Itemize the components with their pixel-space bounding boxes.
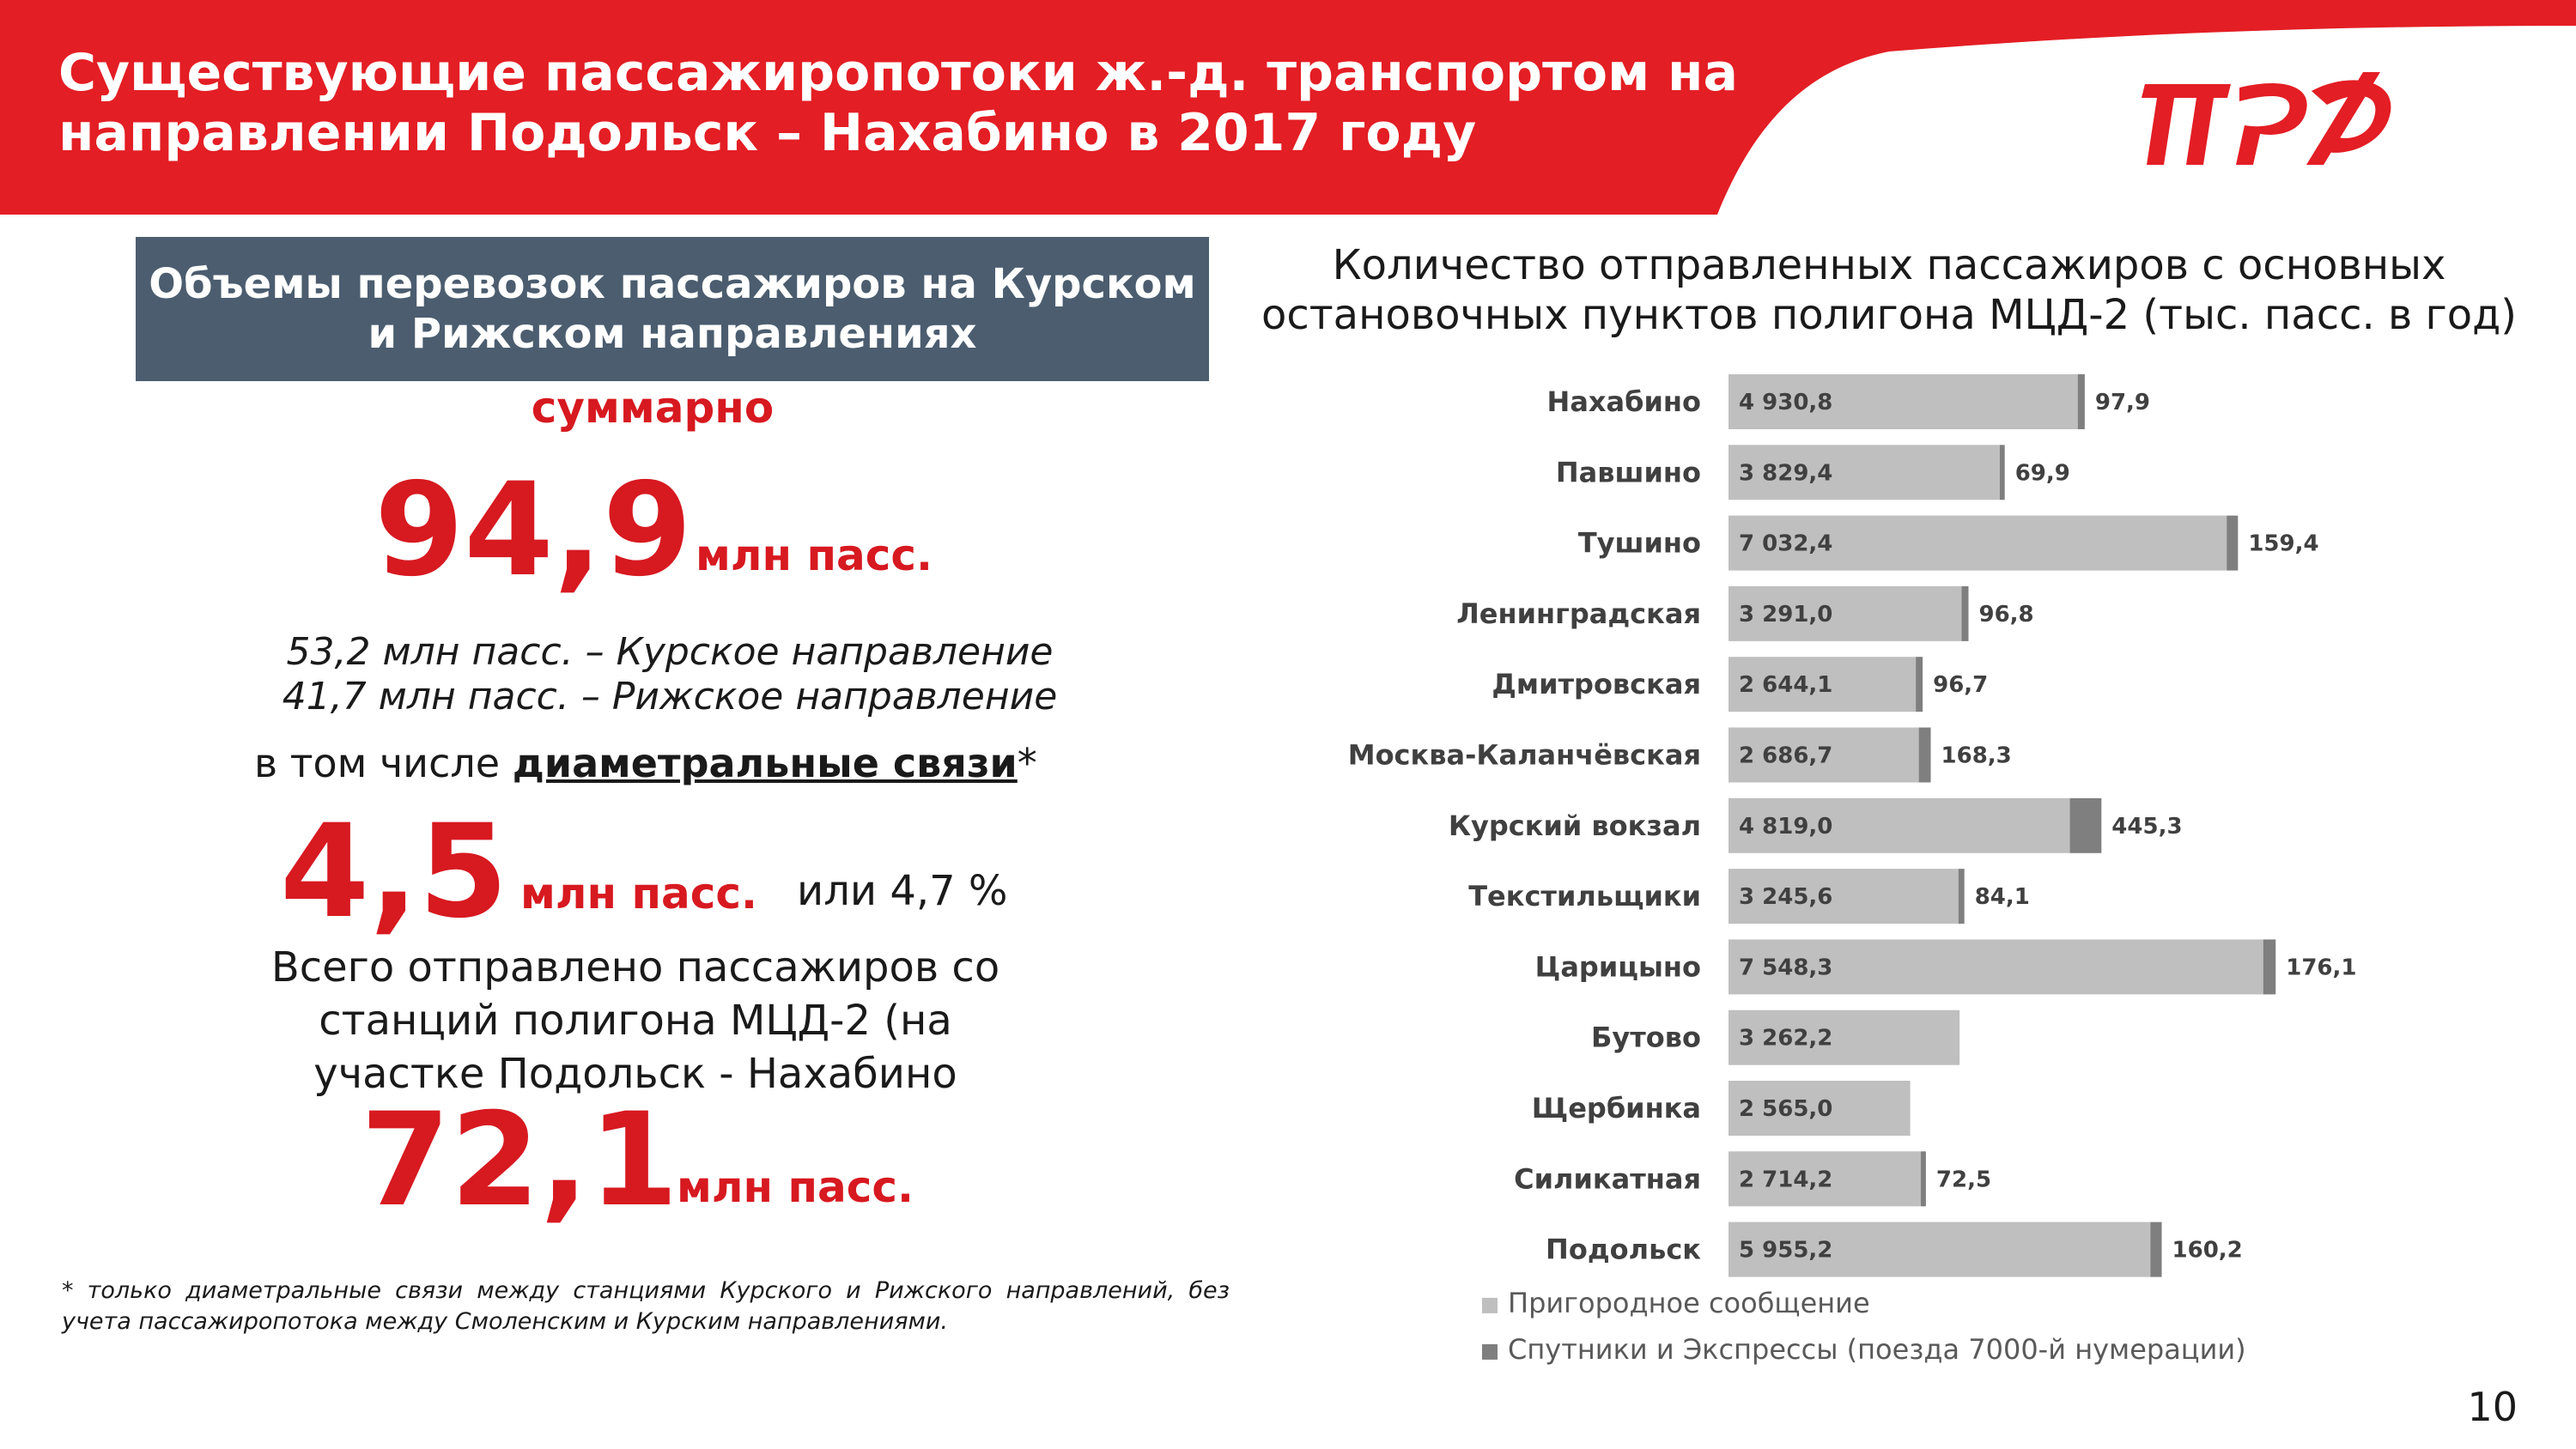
bar-express bbox=[2070, 798, 2102, 853]
bar-label-express: 97,9 bbox=[2094, 390, 2151, 415]
category-label: Ленинградская bbox=[1456, 597, 1701, 630]
bar-label-express: 96,8 bbox=[1978, 601, 2034, 627]
bar-label-suburban: 7 032,4 bbox=[1739, 530, 1833, 557]
category-label: Силикатная bbox=[1514, 1162, 1701, 1196]
volumes-box bbox=[136, 237, 1209, 381]
bar-express bbox=[1921, 1151, 1926, 1206]
footnote: * только диаметральные связи между станциями Курского и Рижского направлений, без учета пассажиропотока между Смоленским и Курским направлениями. bbox=[62, 1277, 1230, 1335]
page-title: Существующие пассажиропотоки ж.-д. транспортом на направлении Подольск – Нахабино в 2017 году bbox=[58, 43, 1738, 163]
bar-label-suburban: 3 829,4 bbox=[1739, 460, 1833, 487]
category-label: Павшино bbox=[1555, 456, 1701, 489]
bar-label-suburban: 2 644,1 bbox=[1739, 672, 1833, 699]
bar-label-express: 160,2 bbox=[2172, 1237, 2243, 1264]
including-prefix: в том числе bbox=[254, 740, 513, 786]
diametral-value: 4,5 bbox=[280, 797, 508, 947]
sent-passengers-text: Всего отправлено пассажиров со станций полигона МЦД-2 (на участке Подольск - Нахабино bbox=[270, 943, 1000, 1098]
category-label: Бутово bbox=[1590, 1021, 1701, 1054]
rzd-logo-icon bbox=[2138, 57, 2404, 177]
logo-text: РЖД bbox=[2138, 175, 2141, 176]
category-label: Курский вокзал bbox=[1448, 809, 1701, 842]
bar-label-express: 72,5 bbox=[1935, 1167, 1992, 1193]
bar-label-suburban: 4 930,8 bbox=[1739, 390, 1833, 415]
category-label: Царицыно bbox=[1534, 950, 1701, 984]
diametral-links-text: диаметральные связи bbox=[512, 740, 1018, 786]
diametral-share: или 4,7 % bbox=[797, 867, 1008, 915]
bar-express bbox=[2078, 374, 2085, 429]
category-label: Москва-Каланчёвская bbox=[1347, 738, 1701, 772]
category-label: Дмитровская bbox=[1492, 668, 1701, 701]
bar-label-suburban: 2 714,2 bbox=[1739, 1167, 1833, 1193]
including-asterisk: * bbox=[1017, 740, 1037, 786]
category-label: Подольск bbox=[1546, 1233, 1701, 1266]
bar-label-suburban: 7 548,3 bbox=[1739, 955, 1833, 981]
bar-label-suburban: 2 565,0 bbox=[1739, 1096, 1833, 1122]
volumes-box-title: Объемы перевозок пассажиров на Курском и Рижском направлениях bbox=[149, 260, 1196, 358]
bar-label-express: 84,1 bbox=[1974, 884, 2030, 911]
bar-label-suburban: 5 955,2 bbox=[1739, 1237, 1833, 1264]
category-label: Текстильщики bbox=[1468, 880, 1701, 913]
bar-express bbox=[1959, 869, 1965, 924]
bar-label-express: 176,1 bbox=[2286, 955, 2357, 981]
bar-express bbox=[1916, 657, 1923, 712]
sent-value: 72,1 bbox=[361, 1086, 679, 1235]
category-label: Тушино bbox=[1577, 526, 1701, 560]
bar-label-suburban: 3 291,0 bbox=[1739, 601, 1833, 627]
bar-express bbox=[2150, 1222, 2161, 1277]
bar-label-suburban: 3 245,6 bbox=[1739, 884, 1833, 911]
legend-label-suburban: Пригородное сообщение bbox=[1508, 1286, 1870, 1319]
bar-label-express: 445,3 bbox=[2111, 813, 2183, 840]
legend-label-express: Спутники и Экспрессы (поезда 7000-й нумерации) bbox=[1508, 1332, 2246, 1366]
bar-express bbox=[1919, 728, 1931, 783]
bar-label-suburban: 3 262,2 bbox=[1739, 1025, 1833, 1052]
bar-express bbox=[2263, 939, 2276, 994]
category-label: Нахабино bbox=[1546, 385, 1701, 418]
bar-label-express: 168,3 bbox=[1941, 743, 2012, 769]
sent-unit: млн пасс. bbox=[677, 1162, 914, 1212]
category-label: Щербинка bbox=[1531, 1092, 1701, 1125]
total-unit: млн пасс. bbox=[696, 530, 933, 580]
bar-label-express: 159,4 bbox=[2248, 530, 2319, 557]
bar-express bbox=[1962, 586, 1969, 641]
riga-direction-line: 41,7 млн пасс. – Рижское направление bbox=[282, 675, 1058, 718]
page-number: 10 bbox=[2467, 1384, 2518, 1430]
bar-label-suburban: 2 686,7 bbox=[1739, 743, 1833, 769]
legend-swatch-suburban bbox=[1482, 1298, 1498, 1313]
bar-label-express: 96,7 bbox=[1933, 672, 1989, 699]
bar-express bbox=[2227, 516, 2238, 571]
chart-title: Количество отправленных пассажиров с основных остановочных пунктов полигона МЦД-2 (тыс. пасс. в год) bbox=[1261, 241, 2518, 339]
bar-label-express: 69,9 bbox=[2014, 460, 2070, 487]
bar-express bbox=[2000, 445, 2005, 500]
summary-label: суммарно bbox=[531, 383, 775, 433]
bar-label-suburban: 4 819,0 bbox=[1739, 813, 1833, 840]
diametral-unit: млн пасс. bbox=[520, 869, 758, 919]
kursk-direction-line: 53,2 млн пасс. – Курское направление bbox=[286, 630, 1054, 674]
header-banner bbox=[0, 0, 2576, 223]
legend-swatch-express bbox=[1482, 1344, 1498, 1360]
stacked-bar-chart bbox=[1305, 361, 2533, 1373]
including-line bbox=[254, 740, 1037, 786]
total-value: 94,9 bbox=[374, 456, 693, 605]
